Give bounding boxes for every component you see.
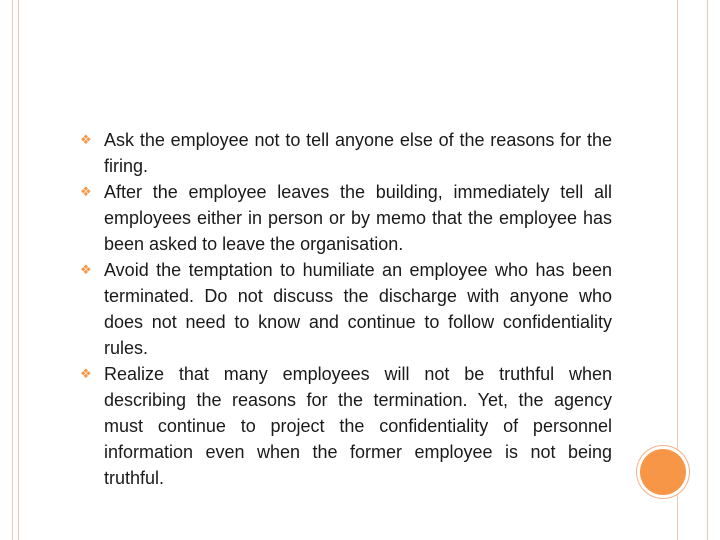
bullet-text: Ask the employee not to tell anyone else of the reasons for the firing. [104, 130, 612, 176]
bullet-item [80, 257, 612, 361]
bullet-item [80, 179, 612, 257]
decorative-circle [640, 449, 686, 495]
bullet-item [80, 361, 612, 491]
slide-content [80, 127, 612, 491]
wing-bullet-icon: ❖ [80, 366, 92, 381]
wing-bullet-icon: ❖ [80, 132, 92, 147]
bullet-text: After the employee leaves the building, immediately tell all employees either in person or by memo that the employee has been asked to leave the organisation. [104, 182, 612, 254]
wing-bullet-icon: ❖ [80, 262, 92, 277]
bullet-text: Realize that many employees will not be truthful when describing the reasons for the termination. Yet, the agency must continue to project the confidentiality of personnel information even when the former employee is not being truthful. [104, 364, 612, 488]
bullet-item [80, 127, 612, 179]
wing-bullet-icon: ❖ [80, 184, 92, 199]
bullet-text: Avoid the temptation to humiliate an employee who has been terminated. Do not discuss the discharge with anyone who does not need to know and continue to follow confidentiality rules. [104, 260, 612, 358]
